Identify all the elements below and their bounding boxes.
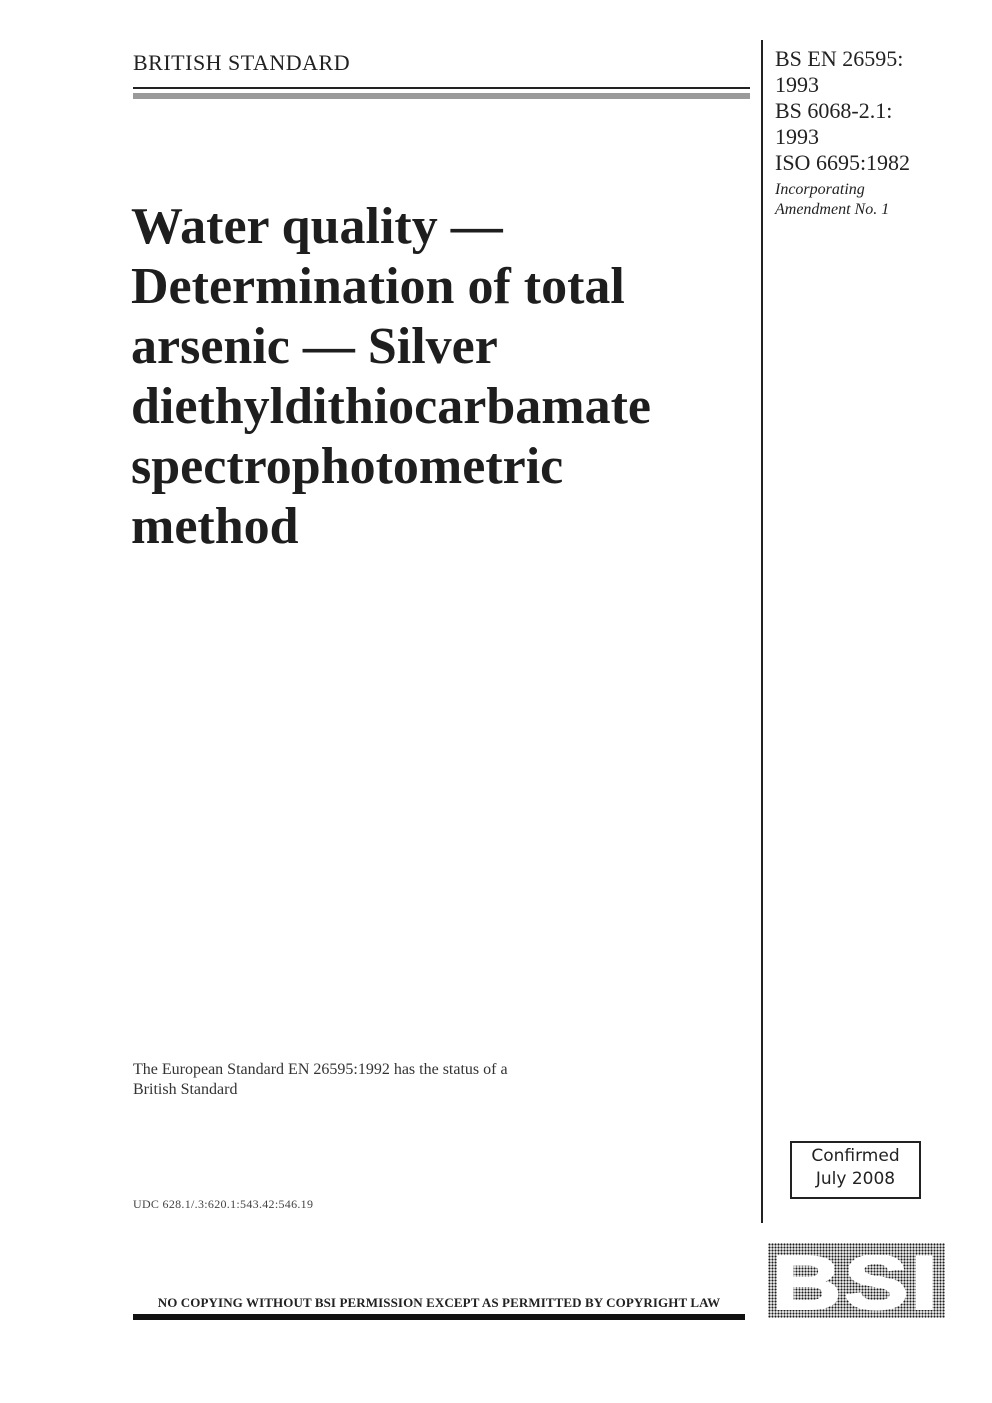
footer-rule [133,1314,745,1320]
udc-code: UDC 628.1/.3:620.1:543.42:546.19 [133,1197,314,1211]
header-rule-thin [133,87,750,89]
amendment-note-line: Incorporating [775,181,865,198]
reference-line: BS EN 26595: [775,46,904,71]
title-line: Determination of total [131,258,625,315]
status-note [133,1060,613,1100]
reference-line: ISO 6695:1982 [775,150,911,175]
amendment-note [775,180,985,220]
confirmed-date: July 2008 [815,1169,896,1189]
header-rule-thick [133,93,750,99]
status-note-line: The European Standard EN 26595:1992 has the status of a [133,1061,508,1078]
confirmed-stamp [790,1141,921,1199]
title-line: arsenic — Silver [131,318,498,375]
reference-line: 1993 [775,72,819,97]
confirmed-label: Confirmed [811,1146,900,1166]
title-line: method [131,498,299,555]
title-line: Water quality — [131,198,503,255]
svg-text:BSI: BSI [772,1243,940,1318]
title-line: spectrophotometric [131,438,564,495]
title-line: diethyldithiocarbamate [131,378,651,435]
document-type-label: BRITISH STANDARD [133,50,351,75]
reference-line: 1993 [775,124,819,149]
status-note-line: British Standard [133,1081,238,1098]
amendment-note-line: Amendment No. 1 [775,201,890,218]
copyright-notice: NO COPYING WITHOUT BSI PERMISSION EXCEPT AS PERMITTED BY COPYRIGHT LAW [157,1295,721,1310]
standard-references [775,46,985,220]
column-divider [761,40,763,1223]
document-title [131,197,761,557]
bsi-logo-icon [768,1243,945,1318]
reference-line: BS 6068-2.1: [775,98,893,123]
